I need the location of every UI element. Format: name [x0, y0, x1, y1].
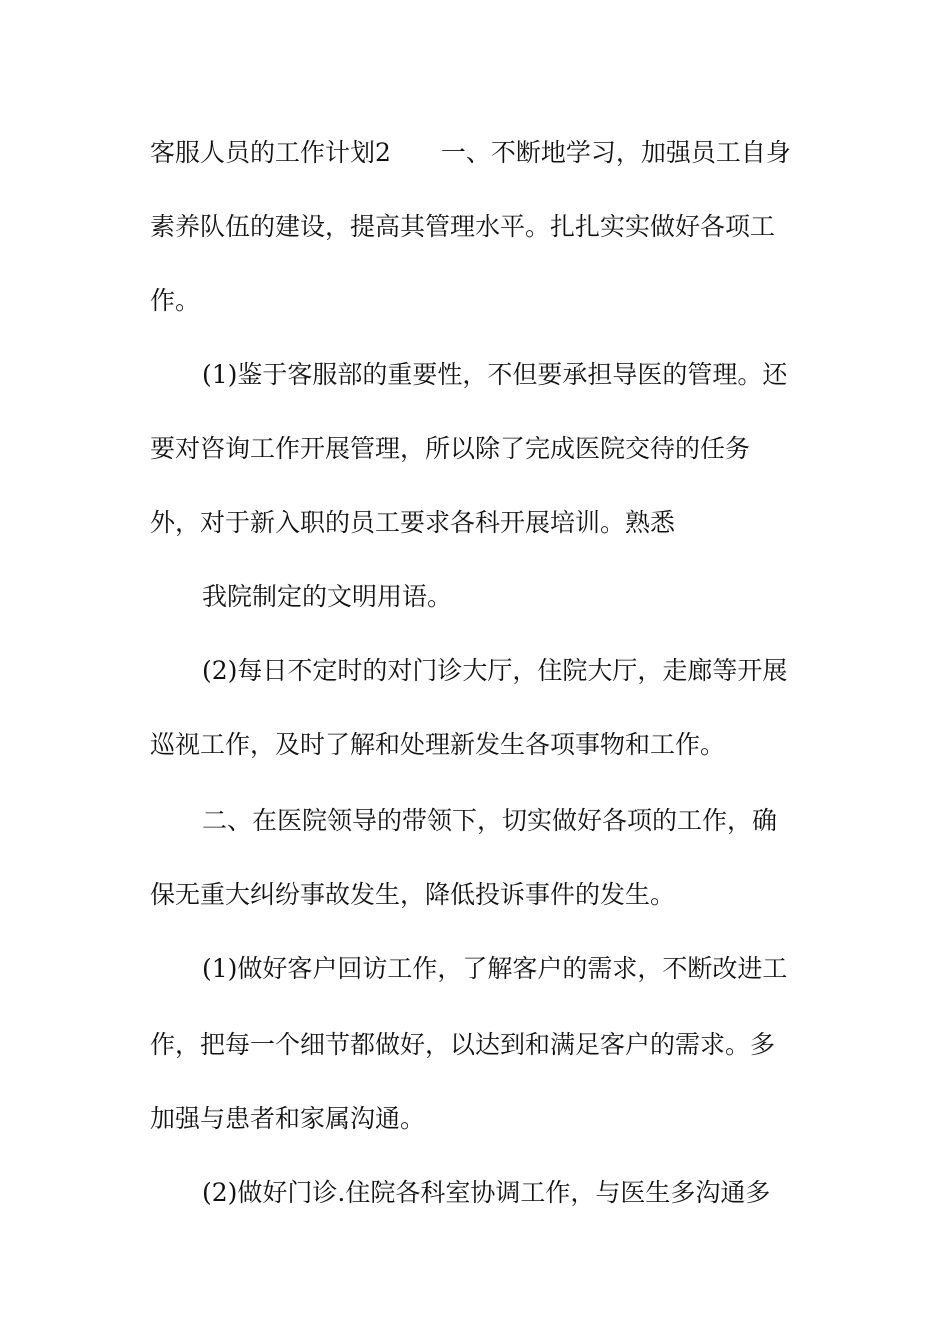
paragraph-line-5: 要对咨询工作开展管理，所以除了完成医院交待的任务: [150, 434, 751, 463]
paragraph-line-15: (2)做好门诊.住院各科室协调工作，与医生多沟通多: [202, 1178, 771, 1207]
paragraph-line-6: 外，对于新入职的员工要求各科开展培训。熟悉: [150, 508, 676, 537]
paragraph-line-9: 巡视工作，及时了解和处理新发生各项事物和工作。: [150, 730, 726, 759]
paragraph-line-7: 我院制定的文明用语。: [202, 582, 453, 611]
paragraph-line-2: 素养队伍的建设，提高其管理水平。扎扎实实做好各项工: [150, 212, 776, 241]
paragraph-line-10: 二、在医院领导的带领下，切实做好各项的工作，确: [202, 806, 778, 835]
paragraph-line-14: 加强与患者和家属沟通。: [150, 1104, 426, 1133]
paragraph-line-8: (2)每日不定时的对门诊大厅，住院大厅，走廊等开展: [202, 656, 788, 685]
paragraph-line-12: (1)做好客户回访工作，了解客户的需求，不断改进工: [202, 954, 788, 983]
paragraph-line-1: 客服人员的工作计划2 一、不断地学习，加强员工自身: [150, 138, 791, 167]
paragraph-line-3: 作。: [150, 286, 201, 315]
paragraph-line-4: (1)鉴于客服部的重要性，不但要承担导医的管理。还: [202, 360, 788, 389]
paragraph-line-11: 保无重大纠纷事故发生，降低投诉事件的发生。: [150, 880, 676, 909]
paragraph-line-13: 作，把每一个细节都做好，以达到和满足客户的需求。多: [150, 1030, 776, 1059]
